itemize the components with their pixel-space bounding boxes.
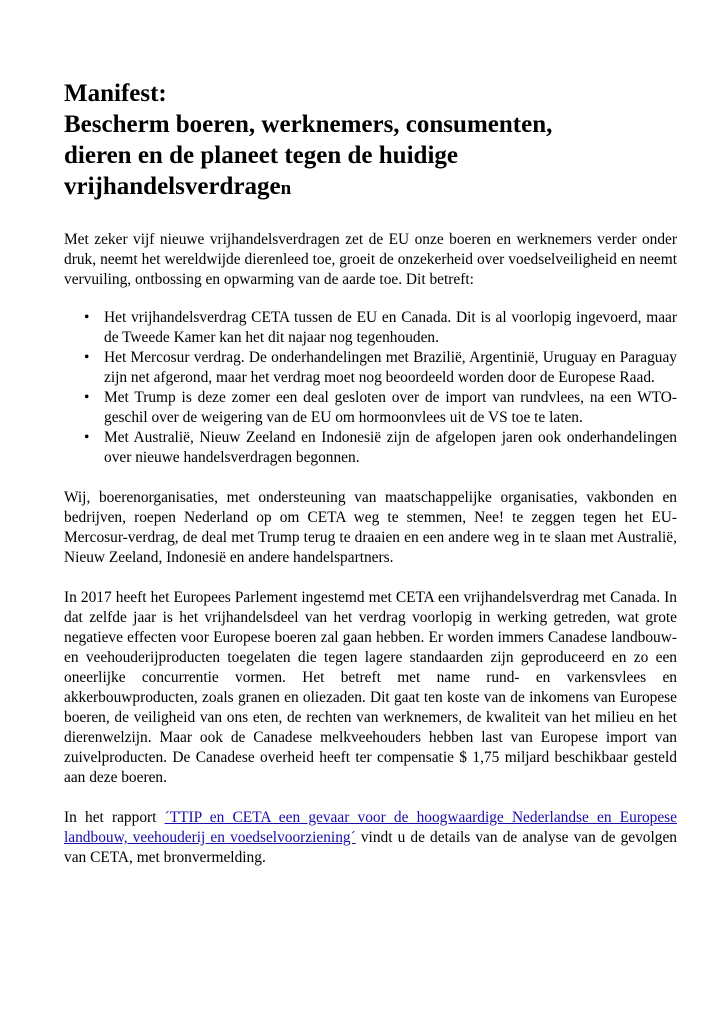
- intro-paragraph: Met zeker vijf nieuwe vrijhandelsverdragen zet de EU onze boeren en werknemers verder onder druk, neemt het wereldwijde dierenleed toe, groeit de onzekerheid over voedselveiligheid en neemt vervuiling, ontbossing en opwarming van de aarde toe. Dit betreft:: [64, 231, 677, 288]
- list-item: [84, 348, 677, 388]
- call-to-action-paragraph: Wij, boerenorganisaties, met ondersteuning van maatschappelijke organisaties, vakbonden en bedrijven, roepen Nederland op om CETA weg te stemmen, Nee! te zeggen tegen het EU-Mercosur-verdrag, de deal met Trump terug te draaien en een andere weg in te slaan met Australië, Nieuw Zeeland, Indonesië en andere handelspartners.: [64, 489, 677, 566]
- title-line-4: [64, 171, 677, 204]
- bullet-icon: •: [84, 389, 90, 406]
- list-item-text: Met Australië, Nieuw Zeeland en Indonesië zijn de afgelopen jaren ook onderhandelingen over nieuwe handelsverdragen begonnen.: [104, 429, 677, 466]
- list-item: [84, 308, 677, 348]
- report-paragraph: [64, 808, 677, 868]
- report-link[interactable]: ´TTIP en CETA een gevaar voor de hoogwaardige Nederlandse en Europese landbouw, veehouderij en voedselvoorziening´: [64, 809, 677, 846]
- document-page: [64, 78, 677, 868]
- ceta-paragraph: In 2017 heeft het Europees Parlement ingestemd met CETA een vrijhandelsverdrag met Canada. In dat zelfde jaar is het vrijhandelsdeel van het verdrag voorlopig in werking getreden, wat grote negatieve effecten voor Europese boeren zal gaan hebben. Er worden immers Canadese landbouw- en veehouderijproducten toegelaten die tegen lagere standaarden zijn geproduceerd en zo een oneerlijke concurrentie vormen. Het betreft met name rund- en varkensvlees en akkerbouwproducten, zoals granen en oliezaden. Dit gaat ten koste van de inkomens van Europese boeren, de veiligheid van ons eten, de rechten van werknemers, de kwaliteit van het milieu en het dierenwelzijn. Maar ook de Canadese melkveehouders hebben last van Europese import van zuivelproducten. De Canadese overheid heeft ter compensatie $ 1,75 miljard beschikbaar gesteld aan deze boeren.: [64, 589, 677, 786]
- title-line-2: Bescherm boeren, werknemers, consumenten,: [64, 111, 553, 138]
- page-title: [64, 78, 677, 204]
- bullet-icon: •: [84, 349, 90, 366]
- title-line-3: dieren en de planeet tegen de huidige: [64, 142, 458, 169]
- bullet-icon: •: [84, 309, 90, 326]
- list-item-text: Het Mercosur verdrag. De onderhandelingen met Brazilië, Argentinië, Uruguay en Paraguay zijn net afgerond, maar het verdrag moet nog beoordeeld worden door de Europese Raad.: [104, 349, 677, 386]
- list-item-text: Het vrijhandelsverdrag CETA tussen de EU en Canada. Dit is al voorlopig ingevoerd, maar de Tweede Kamer kan het dit najaar nog tegenhouden.: [104, 309, 677, 346]
- list-item-text: Met Trump is deze zomer een deal gesloten over de import van rundvlees, na een WTO-geschil over de weigering van de EU om hormoonvlees uit de VS toe te laten.: [104, 389, 677, 426]
- list-item: [84, 388, 677, 428]
- treaty-list: [64, 308, 677, 468]
- report-text-before: In het rapport: [64, 809, 165, 826]
- title-line-1: Manifest:: [64, 80, 167, 107]
- list-item: [84, 428, 677, 468]
- bullet-icon: •: [84, 429, 90, 446]
- title-line-4-tail: n: [280, 178, 292, 199]
- report-text-after: vindt u de details van de analyse van de gevolgen van CETA, met bronvermelding.: [64, 829, 677, 866]
- title-line-4-main: vrijhandelsverdrage: [64, 173, 281, 200]
